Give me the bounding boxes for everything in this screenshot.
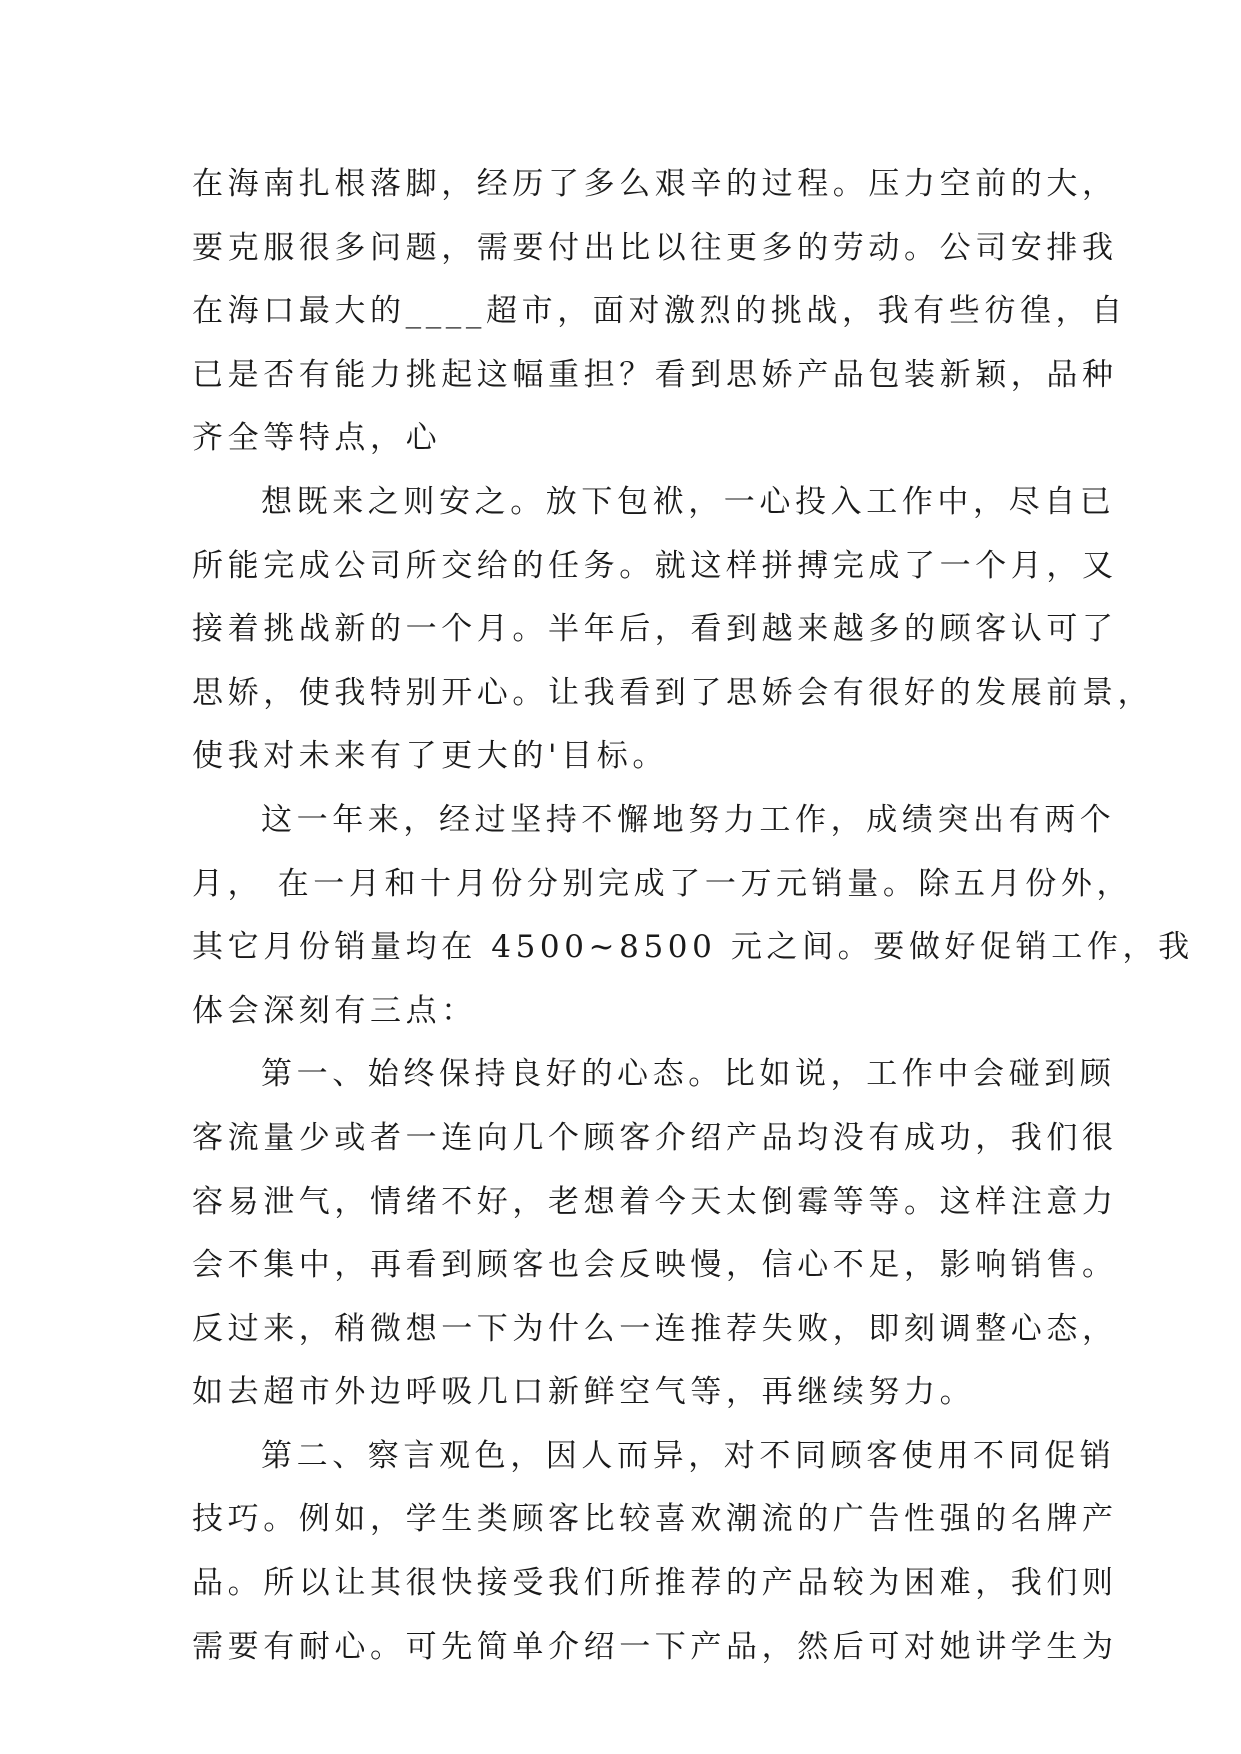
text-line: 容易泄气，情绪不好，老想着今天太倒霉等等。这样注意力 bbox=[192, 1183, 1118, 1220]
text-line: 使我对未来有了更大的'目标。 bbox=[192, 738, 668, 775]
text-line: 月， 在一月和十月份分别完成了一万元销量。除五月份外， bbox=[192, 865, 1133, 902]
text-line: 在海口最大的____超市，面对激烈的挑战，我有些彷徨，自 bbox=[192, 293, 1127, 330]
document-body bbox=[192, 153, 1194, 1679]
text-line: 技巧。例如，学生类顾客比较喜欢潮流的广告性强的名牌产 bbox=[192, 1501, 1118, 1538]
text-line: 已是否有能力挑起这幅重担？看到思娇产品包装新颖，品种 bbox=[192, 356, 1118, 393]
paragraph-first-line: 想既来之则安之。放下包袱，一心投入工作中，尽自已 bbox=[261, 483, 1116, 520]
text-line: 会不集中，再看到顾客也会反映慢，信心不足，影响销售。 bbox=[192, 1247, 1118, 1284]
text-line: 如去超市外边呼吸几口新鲜空气等，再继续努力。 bbox=[192, 1374, 976, 1411]
paragraph-first-line: 第二、察言观色，因人而异，对不同顾客使用不同促销 bbox=[261, 1437, 1116, 1474]
text-line: 在海南扎根落脚，经历了多么艰辛的过程。压力空前的大， bbox=[192, 166, 1118, 202]
text-line: 体会深刻有三点： bbox=[192, 992, 477, 1029]
text-line: 反过来，稍微想一下为什么一连推荐失败，即刻调整心态， bbox=[192, 1310, 1118, 1347]
text-line: 齐全等特点，心 bbox=[192, 420, 442, 457]
paragraph-first-line: 这一年来，经过坚持不懈地努力工作，成绩突出有两个 bbox=[261, 801, 1116, 838]
text-line: 接着挑战新的一个月。半年后，看到越来越多的顾客认可了 bbox=[192, 611, 1118, 648]
paragraph-first-line: 第一、始终保持良好的心态。比如说，工作中会碰到顾 bbox=[261, 1056, 1116, 1093]
text-line: 要克服很多问题，需要付出比以往更多的劳动。公司安排我 bbox=[192, 229, 1118, 266]
text-line: 需要有耐心。可先简单介绍一下产品，然后可对她讲学生为 bbox=[192, 1628, 1118, 1665]
text-line: 所能完成公司所交给的任务。就这样拼搏完成了一个月，又 bbox=[192, 547, 1118, 584]
text-line: 客流量少或者一连向几个顾客介绍产品均没有成功，我们很 bbox=[192, 1119, 1118, 1156]
text-line: 思娇，使我特别开心。让我看到了思娇会有很好的发展前景， bbox=[192, 674, 1154, 711]
text-line: 其它月份销量均在 4500~8500 元之间。要做好促销工作，我 bbox=[192, 929, 1194, 966]
text-line: 品。所以让其很快接受我们所推荐的产品较为困难，我们则 bbox=[192, 1565, 1118, 1602]
